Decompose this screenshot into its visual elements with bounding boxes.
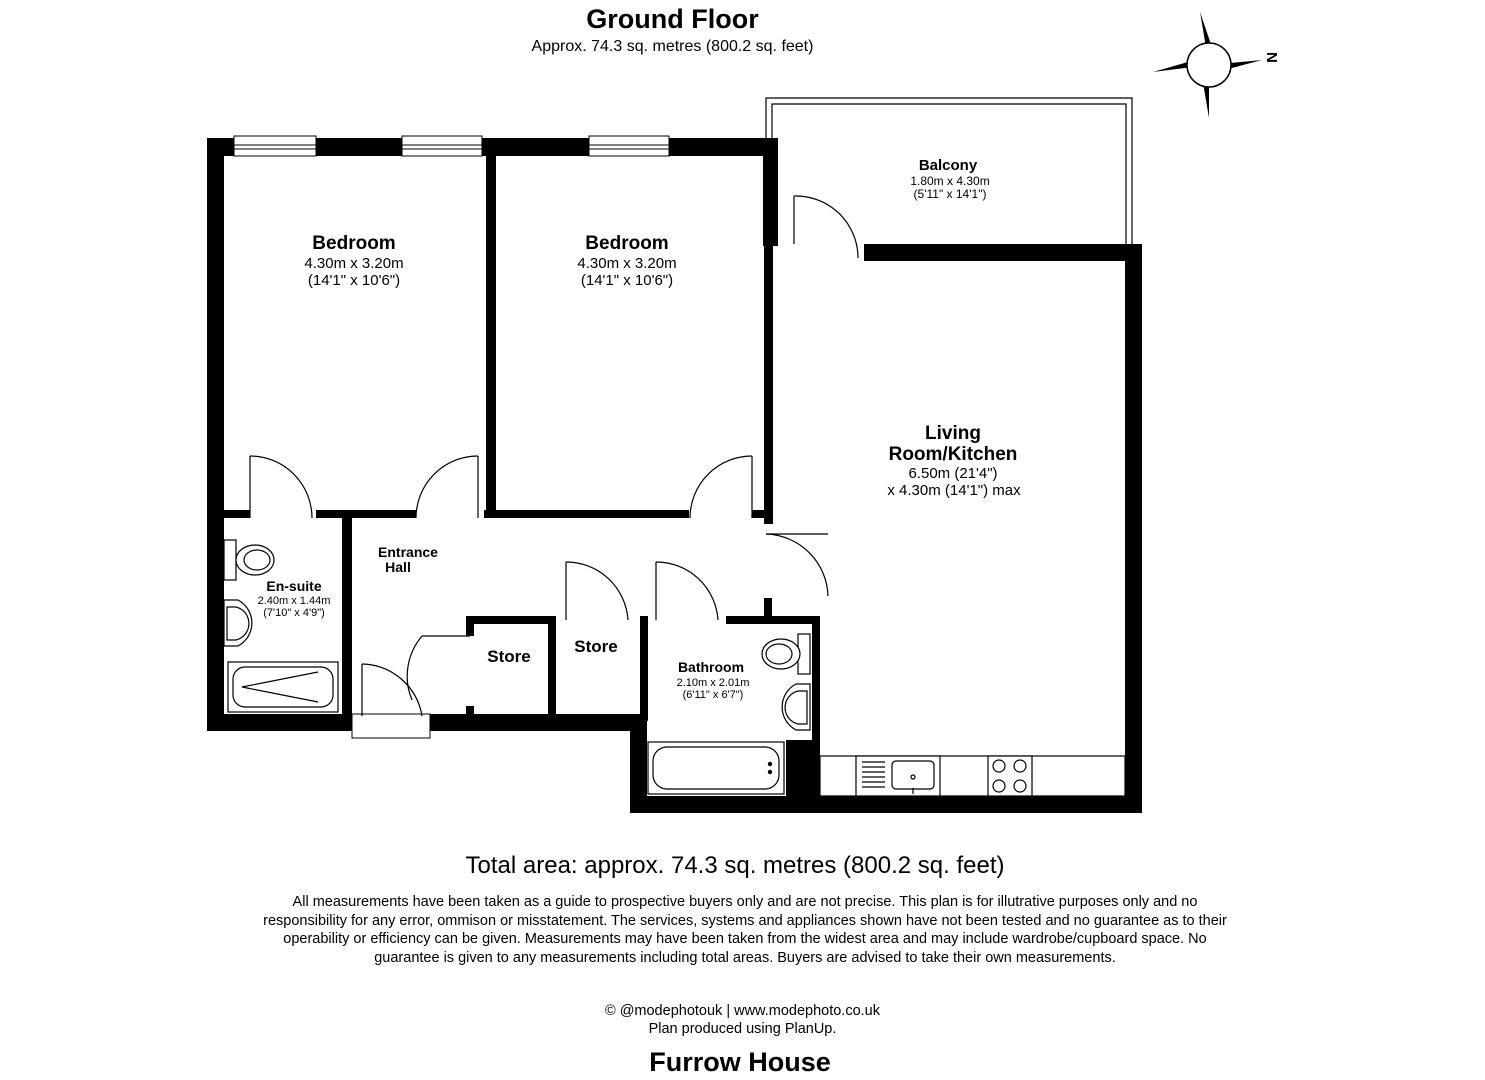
hall-name-line2: Hall — [385, 559, 411, 575]
bedroom1-dim-ft: (14'1" x 10'6") — [307, 272, 401, 289]
bedroom2-name: Bedroom — [585, 233, 669, 254]
ensuite-sink-icon — [224, 600, 252, 646]
bedroom1-dim-m: 4.30m x 3.20m — [304, 255, 404, 272]
disclaimer-text: All measurements have been taken as a guide to prospective buyers only and are not precise. This plan is for illutrative purposes only and no responsibility for any error, ommison or misstatement. The services, systems and appliances shown have not been tested and no guarantee as to their operability or efficiency can be given. Measurements may have been taken from the widest area and may include wardrobe/cupboard space. No guarantee is given to any measurements including total areas. Buyers are advised to take their own measurements. — [263, 894, 1227, 966]
balcony-name: Balcony — [918, 157, 978, 174]
living-name-line2: Room/Kitchen — [888, 444, 1018, 465]
bathroom-dim-ft: (6'11" x 6'7") — [682, 689, 744, 701]
plan-subtitle: Approx. 74.3 sq. metres (800.2 sq. feet) — [531, 38, 814, 55]
living-name-line1: Living — [925, 423, 981, 444]
balcony-dim-m: 1.80m x 4.30m — [910, 174, 990, 188]
balcony-dim-ft: (5'11" x 14'1") — [913, 187, 987, 201]
hall-name-line1: Entrance — [378, 544, 438, 560]
bathroom-name: Bathroom — [677, 659, 745, 675]
store2-name: Store — [574, 637, 618, 656]
credit-line-1: © @modephotouk | www.modephoto.co.uk — [604, 1003, 880, 1019]
bathroom-bath-icon — [648, 742, 784, 794]
compass-icon — [1153, 12, 1280, 118]
compass-north-label: N — [1263, 52, 1280, 63]
house-name: Furrow House — [649, 1047, 831, 1077]
credit-block — [0, 1002, 1485, 1038]
living-dim-line2: x 4.30m (14'1") max — [887, 482, 1021, 499]
bedroom2-dim-ft: (14'1" x 10'6") — [580, 272, 674, 289]
ensuite-dim-ft: (7'10" x 4'9") — [263, 607, 325, 619]
ensuite-name: En-suite — [266, 578, 322, 594]
ensuite-toilet-icon — [224, 540, 274, 580]
bathroom-toilet-icon — [762, 634, 810, 674]
ensuite-bath-icon — [228, 662, 338, 712]
store1-name: Store — [487, 647, 531, 666]
plan-title: Ground Floor — [586, 4, 759, 34]
bedroom1-name: Bedroom — [312, 233, 396, 254]
bedroom2-dim-m: 4.30m x 3.20m — [577, 255, 677, 272]
ensuite-dim-m: 2.40m x 1.44m — [257, 595, 331, 607]
bathroom-dim-m: 2.10m x 2.01m — [676, 677, 750, 689]
living-dim-line1: 6.50m (21'4") — [908, 465, 998, 482]
credit-line-2: Plan produced using PlanUp. — [648, 1021, 837, 1037]
kitchen-counter-icon — [820, 756, 1125, 796]
total-area: Total area: approx. 74.3 sq. metres (800.2 sq. feet) — [465, 852, 1005, 879]
bathroom-sink-icon — [782, 684, 810, 730]
